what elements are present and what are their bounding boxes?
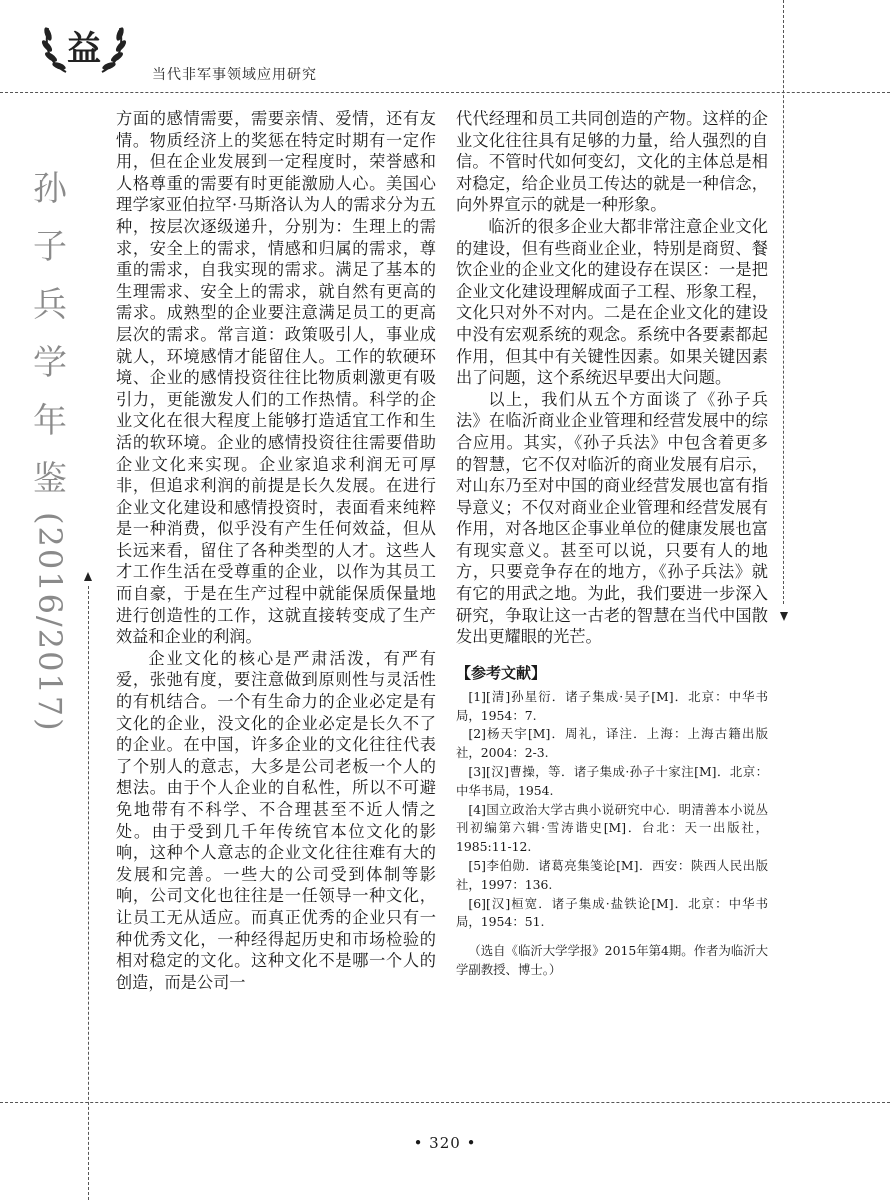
title-year: (2016/2017) bbox=[31, 512, 69, 733]
title-char: 子 bbox=[33, 227, 67, 267]
left-column bbox=[116, 108, 436, 993]
reference-item: [1][清]孙星衍．诸子集成·吴子[M]．北京：中华书局，1954：7. bbox=[456, 688, 768, 723]
right-margin-line-top bbox=[783, 0, 784, 604]
title-char: 学 bbox=[33, 343, 67, 383]
up-arrow-icon bbox=[84, 572, 92, 581]
title-char: 兵 bbox=[33, 285, 67, 325]
reference-item: [3][汉]曹操，等．诸子集成·孙子十家注[M]．北京：中华书局，1954. bbox=[456, 764, 768, 798]
running-header: 当代非军事领域应用研究 bbox=[152, 67, 317, 83]
left-margin-line-bottom bbox=[88, 586, 89, 1200]
paragraph: 以上，我们从五个方面谈了《孙子兵法》在临沂商业企业管理和经营发展中的综合应用。其实，《孙子兵法》中包含着更多的智慧，它不仅对临沂的商业发展有启示，对山东乃至对中国的商业经营发展也富有指导意义；不仅对商业企业管理和经营发展有作用，对各地区企事业单位的健康发展也富有现实意义。甚至可以说，只要有人的地方，只要竞争存在的地方，《孙子兵法》就有它的用武之地。为此，我们要进一步深入研究，争取让这一古老的智慧在当代中国散发出更耀眼的光芒。 bbox=[456, 389, 768, 647]
right-column bbox=[456, 108, 768, 980]
down-arrow-icon bbox=[780, 612, 788, 621]
title-char: 年 bbox=[33, 401, 67, 441]
page-number: • 320 • bbox=[413, 1134, 477, 1152]
header-divider bbox=[0, 92, 890, 93]
reference-item: [5]李伯勋．诸葛亮集笺论[M]．西安：陕西人民出版社，1997：136. bbox=[456, 858, 768, 892]
reference-item: [4]国立政治大学古典小说研究中心．明清善本小说丛刊初编第六辑·雪涛谐史[M]．台北：天一出版社，1985:11-12. bbox=[456, 801, 768, 855]
paragraph: 临沂的很多企业大都非常注意企业文化的建设，但有些商业企业，特别是商贸、餐饮企业的企业文化的建设存在误区：一是把企业文化建设理解成面子工程、形象工程，文化只对外不对内。二是在企业文化的建设中没有宏观系统的观念。系统中各要素都起作用，但其中有关键性因素。如果关键因素出了问题，这个系统迟早要出大问题。 bbox=[456, 216, 768, 388]
book-title-vertical bbox=[28, 160, 72, 733]
title-char: 孙 bbox=[33, 169, 67, 209]
paragraph: 企业文化的核心是严肃活泼，有严有爱，张弛有度，要注意做到原则性与灵活性的有机结合。一个有生命力的企业必定是有文化的企业，没文化的企业必定是长久不了的企业。在中国，许多企业的文化往往代表了个别人的意志，大多是公司老板一个人的想法。由于个人企业的自私性，所以不可避免地带有不科学、不合理甚至不近人情之处。由于受到几千年传统官本位文化的影响，这种个人意志的企业文化往往难有大的发展和完善。一些大的公司受到体制等影响，公司文化也往往是一任领导一种文化，让员工无从适应。而真正优秀的企业只有一种优秀文化，一种经得起历史和市场检验的相对稳定的文化。这种文化不是哪一个人的创造，而是公司一 bbox=[116, 648, 436, 992]
paragraph: 方面的感情需要，需要亲情、爱情，还有友情。物质经济上的奖惩在特定时期有一定作用，但在企业发展到一定程度时，荣誉感和人格尊重的需要有时更能激励人心。美国心理学家亚伯拉罕·马斯洛认为人的需求分为五种，按层次逐级递升，分别为：生理上的需求，安全上的需求，情感和归属的需求，尊重的需求，自我实现的需求。满足了基本的生理需求、安全上的需求，就自然有更高的需求。成熟型的企业要注意满足员工的更高层次的需求。常言道：政策吸引人，事业成就人，环境感情才能留住人。工作的软硬环境、企业的感情投资往往比物质刺激更有吸引力，更能激发人们的工作热情。科学的企业文化在很大程度上能够打造适宜工作和生活的软环境。企业的感情投资往往需要借助企业文化来实现。企业家追求利润无可厚非，但追求利润的前提是长久发展。在进行企业文化建设和感情投资时，表面看来纯粹是一种消费，似乎没有产生任何效益，但从长远来看，留住了各种类型的人才。这些人才工作生活在受尊重的企业，以作为其员工而自豪，于是在生产过程中就能保质保量地进行创造性的工作，这就直接转变成了生产效益和企业的利润。 bbox=[116, 109, 436, 647]
reference-item: [2]杨天宇[M]．周礼，译注．上海：上海古籍出版社，2004：2-3. bbox=[456, 726, 768, 761]
title-char: 鉴 bbox=[33, 459, 67, 499]
laurel-logo-icon bbox=[36, 10, 132, 80]
reference-item: [6][汉]桓宽．诸子集成·盐铁论[M]．北京：中华书局，1954：51. bbox=[456, 895, 768, 930]
references-list bbox=[456, 688, 768, 932]
source-note: （选自《临沂大学学报》2015年第4期。作者为临沂大学副教授、博士。） bbox=[456, 943, 769, 977]
references-heading: 【参考文献】 bbox=[456, 663, 547, 682]
logo-character: 益 bbox=[67, 29, 101, 69]
paragraph: 代代经理和员工共同创造的产物。这样的企业文化往往具有足够的力量，给人强烈的自信。不管时代如何变幻，文化的主体总是相对稳定，给企业员工传达的就是一种信念，向外界宣示的就是一种形象。 bbox=[456, 109, 768, 215]
footer-divider bbox=[0, 1102, 890, 1103]
